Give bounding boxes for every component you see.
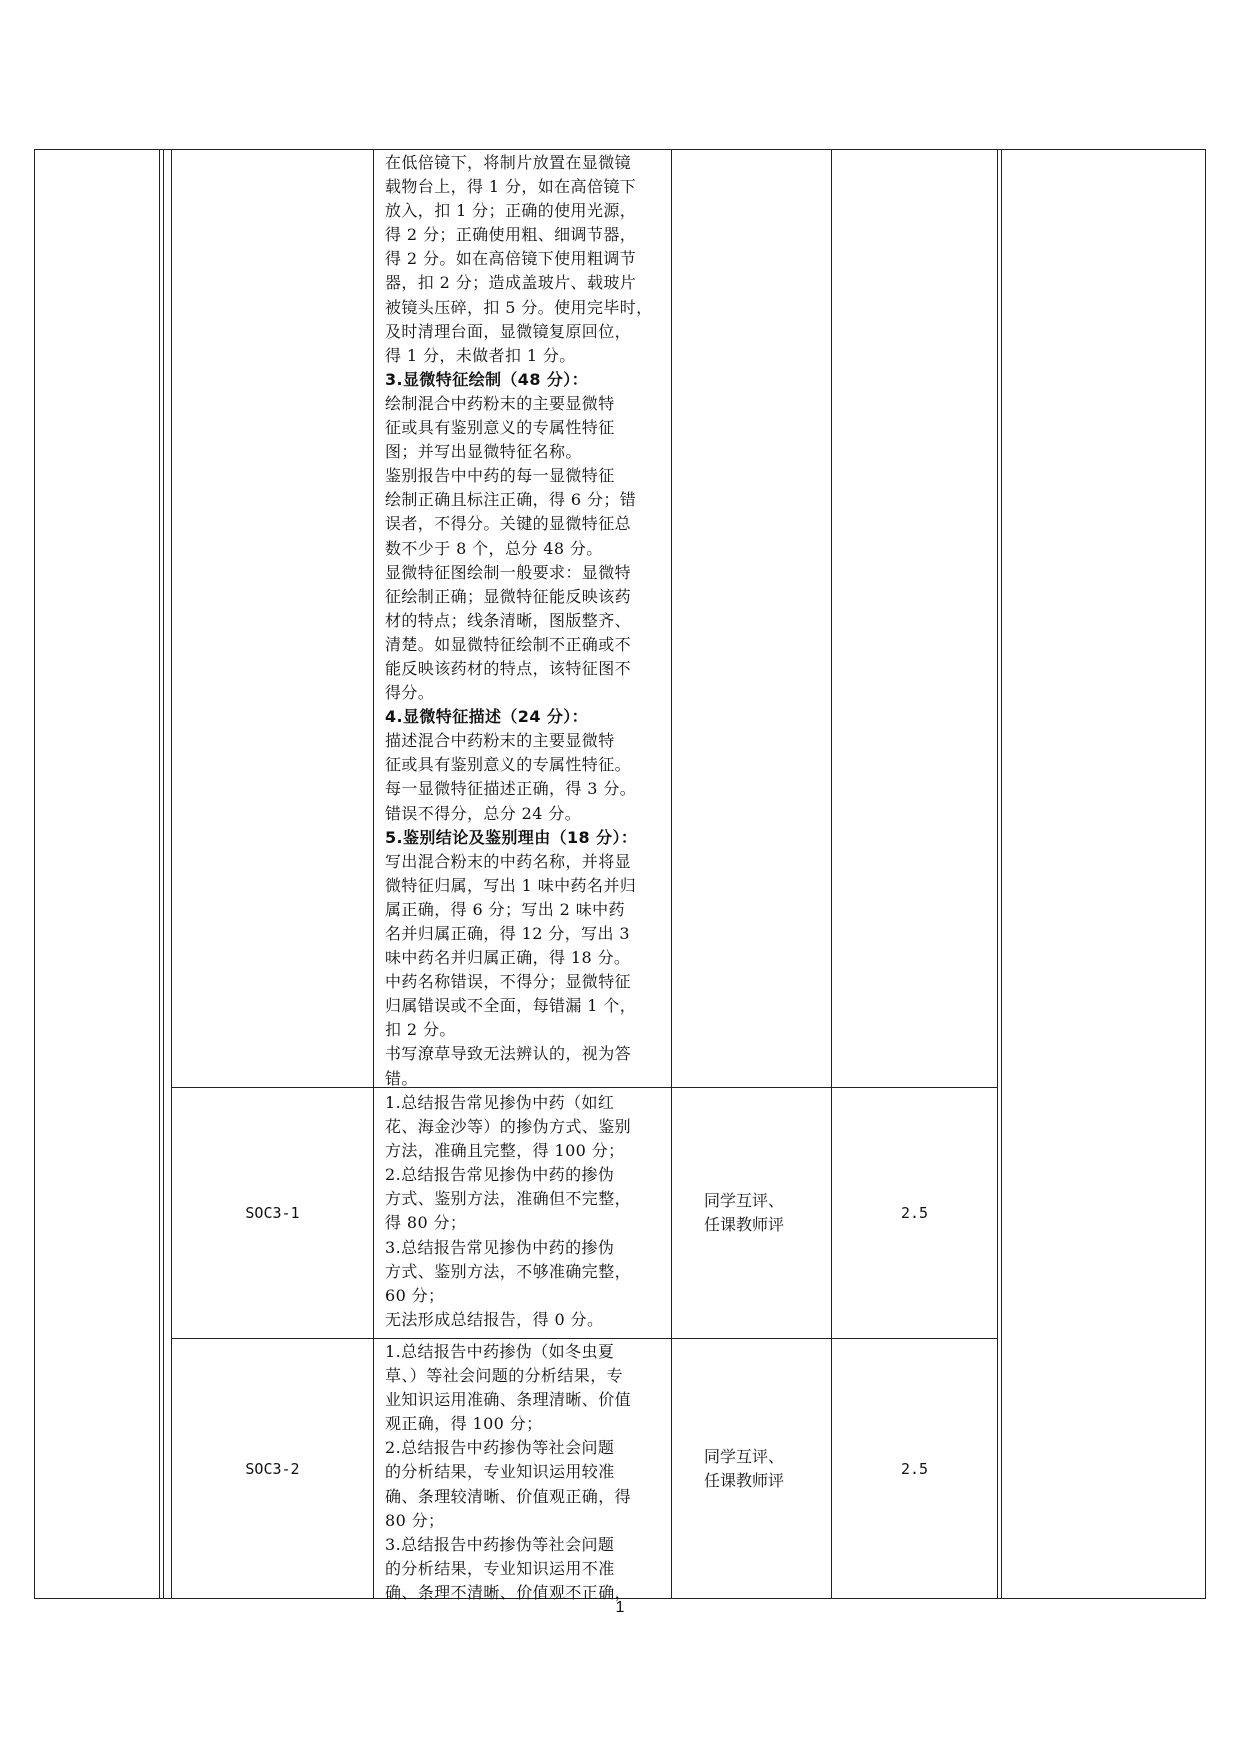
criteria-line: 错。 xyxy=(385,1068,418,1088)
criteria-line: 得分。 xyxy=(385,683,435,703)
criteria-text-top xyxy=(385,151,675,1091)
criteria-line: 80 分； xyxy=(385,1510,445,1530)
criteria-line: 鉴别报告中中药的每一显微特征 xyxy=(385,466,615,486)
criteria-text-soc32 xyxy=(385,1340,675,1605)
criteria-line: 绘制正确且标注正确，得 6 分；错 xyxy=(385,490,637,510)
criteria-line: 得 80 分； xyxy=(385,1213,467,1233)
criteria-line: 4.显微特征描述（24 分）： xyxy=(385,707,589,727)
criteria-line: 数不少于 8 个，总分 48 分。 xyxy=(385,538,603,558)
criteria-line: 放入，扣 1 分；正确的使用光源， xyxy=(385,201,637,221)
criteria-line: 扣 2 分。 xyxy=(385,1020,456,1040)
criteria-line: 被镜头压碎，扣 5 分。使用完毕时， xyxy=(385,297,653,317)
weight-cell xyxy=(832,1088,997,1338)
col-border-3 xyxy=(163,149,164,1599)
criteria-line: 载物台上，得 1 分，如在高倍镜下 xyxy=(385,177,637,197)
criteria-line: 3.总结报告常见掺伪中药的掺伪 xyxy=(385,1237,615,1257)
criteria-line: 清楚。如显微特征绘制不正确或不 xyxy=(385,634,632,654)
criteria-line: 写出混合粉末的中药名称，并将显 xyxy=(385,851,632,871)
col-border-5 xyxy=(373,149,374,1599)
col-border-left xyxy=(34,149,35,1599)
criteria-line: 方法，准确且完整，得 100 分； xyxy=(385,1141,625,1161)
col-border-right xyxy=(1205,149,1206,1599)
criteria-line: 材的特点；线条清晰，图版整齐、 xyxy=(385,610,632,630)
soc-code-cell xyxy=(172,1088,373,1338)
criteria-line: 微特征归属，写出 1 味中药名并归 xyxy=(385,875,637,895)
criteria-line: 业知识运用准确、条理清晰、价值 xyxy=(385,1390,632,1410)
criteria-line: 书写潦草导致无法辨认的，视为答 xyxy=(385,1044,632,1064)
criteria-line: 确、条理不清晰、价值观不正确， xyxy=(385,1582,632,1602)
evaluator-cell xyxy=(672,1339,831,1598)
criteria-line: 属正确，得 6 分；写出 2 味中药 xyxy=(385,899,625,919)
criteria-line: 每一显微特征描述正确，得 3 分。 xyxy=(385,779,637,799)
criteria-line: 的分析结果，专业知识运用不准 xyxy=(385,1558,615,1578)
criteria-line: 征或具有鉴别意义的专属性特征。 xyxy=(385,755,632,775)
soc-code: SOC3-1 xyxy=(245,1204,300,1222)
criteria-line: 描述混合中药粉末的主要显微特 xyxy=(385,731,615,751)
criteria-line: 能反映该药材的特点，该特征图不 xyxy=(385,658,632,678)
criteria-line: 征或具有鉴别意义的专属性特征 xyxy=(385,418,615,438)
criteria-line: 及时清理台面，显微镜复原回位， xyxy=(385,321,632,341)
criteria-line: 观正确，得 100 分； xyxy=(385,1414,543,1434)
evaluator-line: 任课教师评 xyxy=(704,1470,785,1490)
criteria-line: 显微特征图绘制一般要求：显微特 xyxy=(385,562,632,582)
criteria-line: 味中药名并归属正确，得 18 分。 xyxy=(385,948,631,968)
criteria-line: 征绘制正确；显微特征能反映该药 xyxy=(385,586,632,606)
evaluator-cell xyxy=(672,1088,831,1338)
criteria-line: 5.鉴别结论及鉴别理由（18 分）： xyxy=(385,827,638,847)
criteria-line: 图；并写出显微特征名称。 xyxy=(385,442,582,462)
criteria-line: 1.总结报告常见掺伪中药（如红 xyxy=(385,1093,615,1112)
weight-value: 2.5 xyxy=(900,1204,929,1222)
criteria-line: 得 2 分。如在高倍镜下使用粗调节 xyxy=(385,249,637,269)
criteria-line: 3.总结报告中药掺伪等社会问题 xyxy=(385,1534,615,1554)
col-border-9 xyxy=(1001,149,1002,1599)
col-border-2 xyxy=(159,149,160,1599)
evaluator-line: 同学互评、 xyxy=(704,1446,785,1466)
evaluator-line: 任课教师评 xyxy=(704,1215,785,1234)
criteria-line: 草、）等社会问题的分析结果，专 xyxy=(385,1366,624,1386)
table-top-border xyxy=(34,149,1206,150)
criteria-line: 3.显微特征绘制（48 分）： xyxy=(385,369,589,389)
criteria-line: 2.总结报告常见掺伪中药的掺伪 xyxy=(385,1165,615,1185)
criteria-line: 中药名称错误，不得分；显微特征 xyxy=(385,972,632,992)
criteria-line: 方式、鉴别方法，准确但不完整， xyxy=(385,1189,632,1209)
page-number: 1 xyxy=(615,1599,625,1616)
criteria-line: 器，扣 2 分；造成盖玻片、载玻片 xyxy=(385,273,637,293)
criteria-line: 误者，不得分。关键的显微特征总 xyxy=(385,514,632,534)
criteria-line: 确、条理较清晰、价值观正确，得 xyxy=(385,1486,632,1506)
evaluator-line: 同学互评、 xyxy=(704,1191,785,1210)
criteria-line: 的分析结果，专业知识运用较准 xyxy=(385,1462,615,1482)
criteria-line: 错误不得分，总分 24 分。 xyxy=(385,803,582,823)
criteria-line: 在低倍镜下，将制片放置在显微镜 xyxy=(385,153,632,172)
weight-value: 2.5 xyxy=(900,1459,929,1478)
criteria-line: 绘制混合中药粉末的主要显微特 xyxy=(385,393,615,413)
criteria-line: 归属错误或不全面，每错漏 1 个， xyxy=(385,996,637,1016)
criteria-line: 得 1 分，未做者扣 1 分。 xyxy=(385,345,576,365)
soc-code-cell xyxy=(172,1339,373,1598)
criteria-line: 花、海金沙等）的掺伪方式、鉴别 xyxy=(385,1117,632,1137)
soc-code: SOC3-2 xyxy=(245,1459,300,1478)
criteria-line: 2.总结报告中药掺伪等社会问题 xyxy=(385,1438,615,1458)
col-border-8 xyxy=(997,149,998,1599)
criteria-line: 60 分； xyxy=(385,1285,445,1305)
criteria-line: 无法形成总结报告，得 0 分。 xyxy=(385,1309,604,1329)
criteria-line: 名并归属正确，得 12 分，写出 3 xyxy=(385,924,630,943)
criteria-line: 方式、鉴别方法，不够准确完整， xyxy=(385,1261,632,1281)
criteria-line: 1.总结报告中药掺伪（如冬虫夏 xyxy=(385,1342,615,1361)
criteria-text-soc31 xyxy=(385,1091,675,1332)
weight-cell xyxy=(832,1339,997,1598)
criteria-line: 得 2 分；正确使用粗、细调节器， xyxy=(385,225,637,245)
